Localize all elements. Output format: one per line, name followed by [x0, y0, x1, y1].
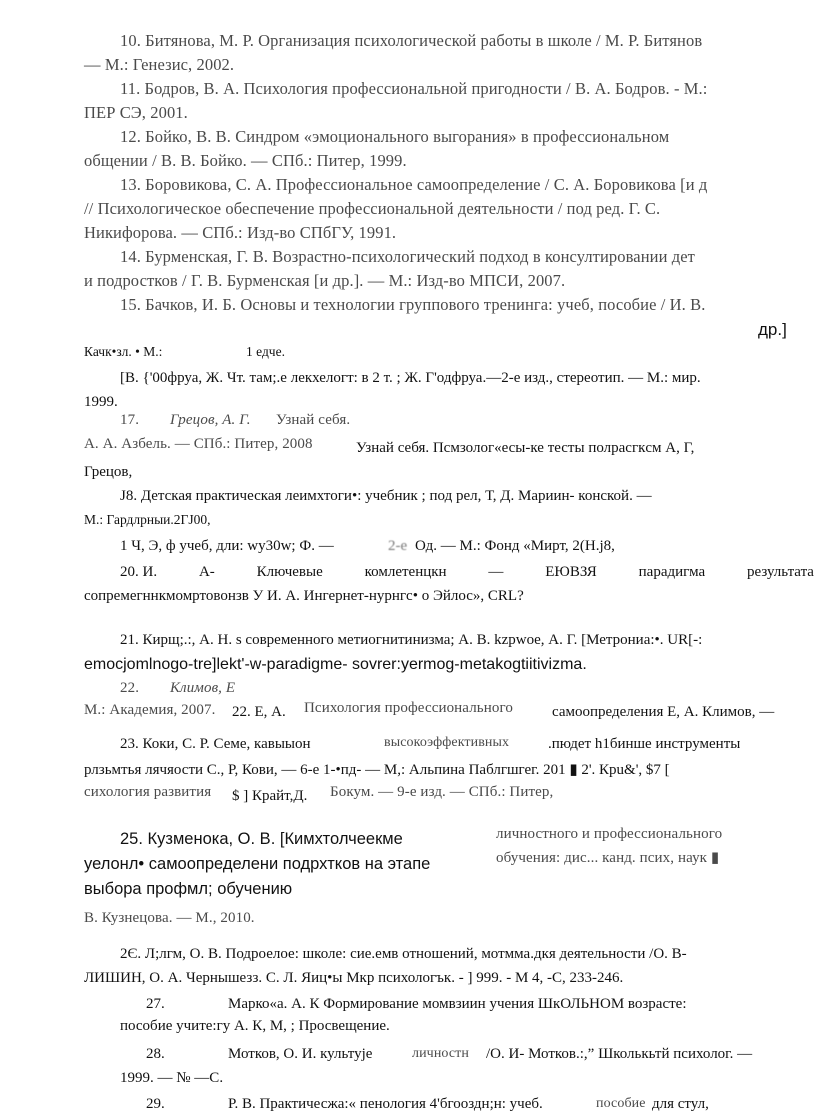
- ref-17-line1: Узнай себя. Псмзолог«есы-ке тесты полрасгкcм А, Г,: [356, 440, 695, 456]
- ref-23-line1-a: 23. Коки, С. Р. Семе, кавыыон: [120, 736, 311, 752]
- ref-17-number: 17.: [120, 412, 140, 428]
- ref-20-line1: [120, 564, 814, 581]
- ref-17-title-scan: Узнай себя.: [276, 412, 351, 428]
- ref-23-line2: рлзьмтья лячяости С., Р, Кови, — 6-е 1-•пд- — М,: Альпина Паблгшгег. 201 ▮ 2'. Кpu&', $7 [: [84, 762, 670, 778]
- ref-20-word: парадигма: [638, 564, 706, 580]
- ref-20-word: —: [488, 564, 504, 580]
- ref-19-line1-left: 1 Ч, Э, ф учеб, дли: wy30w; Ф. —: [120, 538, 334, 554]
- ref-28-line2: 1999. — № —С.: [120, 1070, 224, 1086]
- ref-27-line2: пособие учите:гу А. К, М, ; Просвещение.: [120, 1018, 390, 1034]
- ref-25-right-scan-2: обучения: дис... канд. псих, наук ▮: [496, 850, 720, 866]
- ref-20-line2: сопремегннкмомртовонзв У И. А. Ингернет-нурнгс• о Эйлос», CRL?: [84, 588, 524, 604]
- ref-12-line1: 12. Бойко, В. В. Синдром «эмоционального выгорания» в профессиональном: [120, 127, 670, 146]
- ref-13-line3: Никифорова. — СПб.: Изд-во СПбГУ, 1991.: [84, 223, 397, 242]
- ref-14-line2: и подростков / Г. В. Бурменская [и др.]. — М.: Изд-во МПСИ, 2007.: [84, 271, 566, 290]
- ref-10-line2: — М.: Генезис, 2002.: [84, 55, 235, 74]
- ref-20-word: Ключевые: [256, 564, 323, 580]
- ref-18-line1: J8. Детская практическая леимхтоги•: учебник ; под рел, Т, Д. Мариин- конской. —: [120, 488, 652, 504]
- ref-13-line1: 13. Боровикова, С. А. Профессиональное самоопределение / С. А. Боровикова [и д: [120, 175, 708, 194]
- ref-18-line2: М.: Гардлрныи.2ГJ00,: [84, 512, 211, 527]
- ref-26-line2: ЛИШИН, О. А. Чернышезз. С. Л. Яиц•ы Мкр психологък. - ] 999. - М 4, -С, 233-246.: [84, 970, 624, 986]
- ref-21-line1: 21. Кирщ;.:, А. Н. s современного метиогнитинизма; А. В. kzpwoe, А. Г. [Метрониа:•. UR[-:: [120, 632, 703, 648]
- ref-19-line1-mid: 2-е: [388, 538, 408, 554]
- ref-20-word: 20. И.: [120, 564, 158, 580]
- ref-26-line1: 2Є. Л;лгм, О. В. Подроелое: школе: сие.емв отношений, мотмма.дкя деятельности /О. В-: [120, 946, 687, 962]
- ref-20-word: А-: [198, 564, 215, 580]
- ref-29-line1-b: для стул,: [652, 1096, 709, 1112]
- ref-20-word: комлетенцкн: [364, 564, 447, 580]
- ref-27-number: 27.: [146, 996, 165, 1012]
- ref-22-author-scan: Климов, Е: [170, 680, 236, 696]
- ref-29-number: 29.: [146, 1096, 165, 1112]
- ref-22-number: 22.: [120, 680, 140, 696]
- ref-21-url: emocjomlnogo-tre]lekt'-w-paradigme- sovrer:yermog-metakogtiitivizma.: [84, 656, 587, 673]
- ref-28-line1-scan: личностн: [412, 1046, 469, 1061]
- ref-25-line4-scan: В. Кузнецова. — М., 2010.: [84, 910, 255, 926]
- ref-20-word: ЕЮВЗЯ: [545, 564, 597, 580]
- ref-17-author: Грецов, А. Г.: [170, 412, 251, 428]
- ref-25-line1: 25. Кузменока, О. В. [Кимхтолчеекме: [120, 830, 403, 848]
- ref-11-line2: ПЕР СЭ, 2001.: [84, 103, 188, 122]
- ref-15-line2: др.]: [758, 320, 787, 339]
- ref-22-line1-b: самоопределения Е, А. Климов, —: [552, 704, 775, 720]
- ref-27-line1: Марко«а. А. К Формирование момвзиин учения ШкОЛЬНОМ возрасте:: [228, 996, 687, 1012]
- ref-16-fragment-right: 1 едче.: [246, 344, 285, 359]
- ref-22-publisher-scan: М.: Академия, 2007.: [84, 702, 216, 718]
- ref-13-line2: // Психологическое обеспечение профессиональной деятельности / под ред. Г. С.: [84, 199, 661, 218]
- ref-28-number: 28.: [146, 1046, 165, 1062]
- ref-29-line1-a: Р. В. Практичесжа:« пенология 4'бгоoздн;н: учеб.: [228, 1096, 543, 1112]
- ref-16-fragment-left: Качк•зл. • М.:: [84, 344, 163, 359]
- ref-23-line3: $ ] Крайт,Д.: [232, 788, 308, 804]
- ref-23-line3-scan: сихология развития: [84, 784, 212, 800]
- ref-23-line3-scan-b: Бокум. — 9-е изд. — СПб.: Питер,: [330, 784, 554, 800]
- ref-16-line1: [В. {'00фруа, Ж. Чт. там;.е лекхелогт: в 2 т. ; Ж. Г'одфруа.—2-е изд., стереотип. — М.: мир.: [120, 370, 701, 386]
- ref-11-line1: 11. Бодров, В. А. Психология профессиональной пригодности / В. А. Бодров. - М.:: [120, 79, 708, 98]
- ref-29-line1-scan: пособие: [596, 1096, 646, 1111]
- ref-19-line1-right: Од. — М.: Фонд «Мирт, 2(Н.j8,: [415, 538, 615, 554]
- ref-23-line1-b: .пюдет h1бинше инструменты: [548, 736, 741, 752]
- ref-28-line1-b: /О. И- Мотков.:,” Школькьтй психолог. —: [486, 1046, 753, 1062]
- ref-25-line3: выбора профмл; обучению: [84, 880, 293, 898]
- ref-25-right-scan-1: личностного и профессионального: [496, 826, 723, 842]
- ref-16-line2: 1999.: [84, 394, 118, 410]
- ref-17-publisher-scan: А. А. Азбель. — СПб.: Питер, 2008: [84, 436, 313, 452]
- ref-22-line1-a: 22. Е, А.: [232, 704, 286, 720]
- ref-20-word: результата: [747, 564, 814, 580]
- ref-17-line2: Грецов,: [84, 464, 133, 480]
- ref-28-line1-a: Мотков, О. И. культуje: [228, 1046, 373, 1062]
- ref-15-line1: 15. Бачков, И. Б. Основы и технологии группового тренинга: учеб, пособие / И. В.: [120, 295, 706, 314]
- ref-14-line1: 14. Бурменская, Г. В. Возрастно-психологический подход в консултировании дет: [120, 247, 695, 266]
- ref-22-title-scan: Психология профессионального: [304, 700, 513, 716]
- ref-12-line2: общении / В. В. Бойко. — СПб.: Питер, 1999.: [84, 151, 407, 170]
- ref-23-line1-scan: высокоэффективных: [384, 735, 510, 750]
- ref-25-line2: уелонл• самоопределени подрхтков на этапе: [84, 855, 431, 873]
- ref-10-line1: 10. Битянова, М. Р. Организация психологической работы в школе / М. Р. Битянов: [120, 31, 703, 50]
